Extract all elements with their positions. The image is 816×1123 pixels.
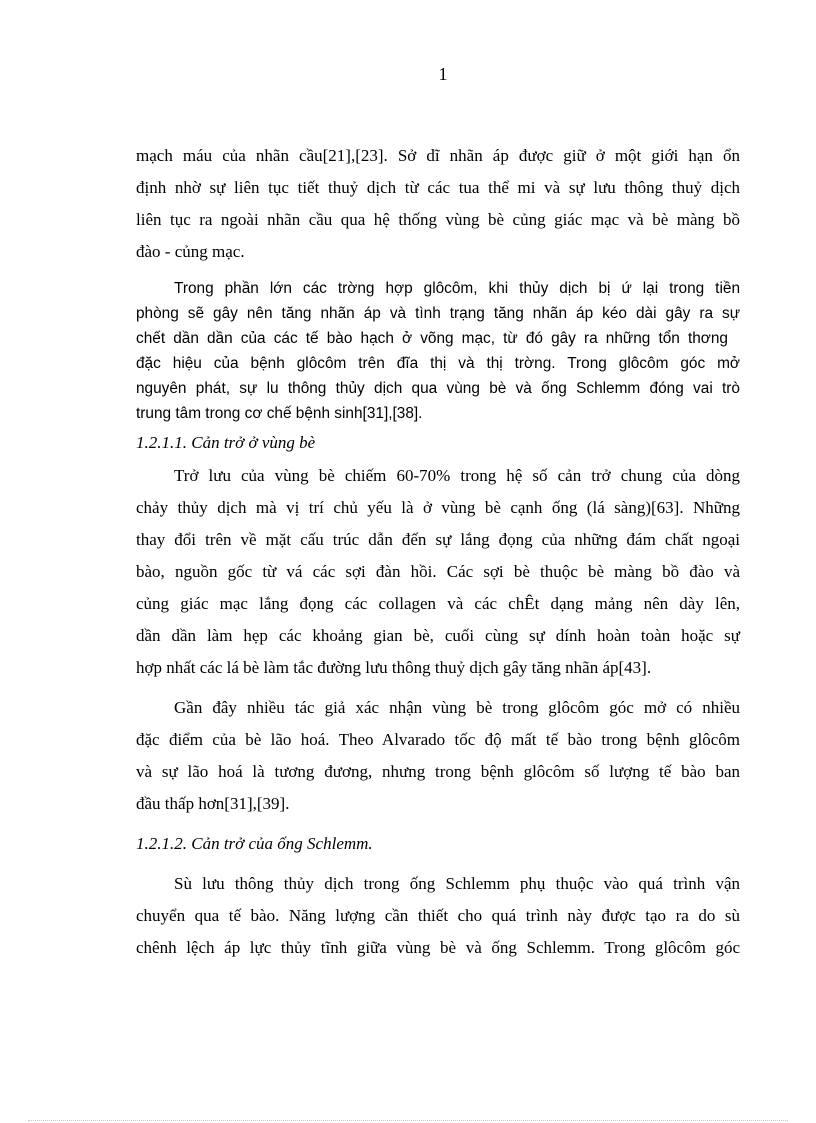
text-line: Trong phần lớn các trờng hợp glôcôm, khi thủy dịch bị ứ lại trong tiền	[174, 280, 740, 297]
text-line: củng giác mạc lắng đọng các collagen và các chÊt dạng mảng nên dày lên,	[136, 594, 740, 613]
text-line: thay đổi trên về mặt cấu trúc dẫn đến sự lắng đọng của những đám chất ngoại	[136, 530, 740, 549]
text-line: Gần đây nhiều tác giả xác nhận vùng bè trong glôcôm góc mở có nhiều	[174, 698, 740, 717]
paragraph-1	[136, 140, 740, 268]
text-line: phòng sẽ gây nên tăng nhãn áp và tình trạng tăng nhãn áp kéo dài gây ra sự	[136, 305, 740, 322]
text-line: đặc điểm của bè lão hoá. Theo Alvarado tốc độ mất tế bào trong bệnh glôcôm	[136, 730, 740, 749]
text-line: chuyển qua tế bào. Năng lượng cần thiết cho quá trình này được tạo ra do sù	[136, 906, 740, 925]
text-line: chênh lệch áp lực thủy tĩnh giữa vùng bè và ống Schlemm. Trong glôcôm góc	[136, 938, 740, 957]
text-line: nguyên phát, sự lu thông thủy dịch qua vùng bè và ống Schlemm đóng vai trò	[136, 380, 740, 397]
text-line: định nhờ sự liên tục tiết thuỷ dịch từ các tua thể mi và sự lưu thông thuỷ dịch	[136, 178, 740, 197]
section-heading-2: 1.2.1.2. Cản trở của ống Schlemm.	[136, 834, 373, 853]
paragraph-5	[136, 868, 740, 964]
text-line: chảy thủy dịch mà vị trí chủ yếu là ở vùng bè cạnh ống (lá sàng)[63]. Những	[136, 498, 740, 517]
text-line: hợp nhất các lá bè làm tắc đường lưu thông thuỷ dịch gây tăng nhãn áp[43].	[136, 658, 652, 677]
page-number: 1	[438, 64, 448, 84]
section-heading-1: 1.2.1.1. Cản trở ở vùng bè	[136, 433, 316, 452]
paragraph-3	[136, 460, 740, 684]
text-line: đặc hiệu của bệnh glôcôm trên đĩa thị và thị trờng. Trong glôcôm góc mở	[136, 355, 740, 372]
text-line: liên tục ra ngoài nhãn cầu qua hệ thống vùng bè củng giác mạc và bè màng bồ	[136, 210, 740, 229]
text-line: bào, nguồn gốc từ vá các sợi đàn hồi. Các sợi bè thuộc bè màng bồ đào và	[136, 562, 740, 581]
text-line: đào - củng mạc.	[136, 242, 245, 261]
page-content	[136, 140, 740, 964]
text-line: mạch máu của nhãn cầu[21],[23]. Sở dĩ nhãn áp được giữ ở một giới hạn ổn	[136, 146, 740, 165]
text-line: trung tâm trong cơ chế bệnh sinh[31],[38].	[136, 405, 423, 422]
text-line: chết dần dần của các tế bào hạch ở võng mạc, từ đó gây ra những tổn thơng	[136, 330, 728, 347]
text-line: dần dần làm hẹp các khoảng gian bè, cuối cùng sự dính hoàn toàn hoặc sự	[136, 626, 740, 645]
paragraph-2	[136, 276, 740, 426]
text-line: và sự lão hoá là tương đương, nhưng trong bệnh glôcôm số lượng tế bào ban	[136, 762, 740, 781]
page-bottom-divider	[28, 1120, 788, 1121]
text-line: Trở lưu của vùng bè chiếm 60-70% trong hệ số cản trở chung của dòng	[174, 466, 740, 485]
paragraph-4	[136, 692, 740, 820]
text-line: Sù lưu thông thủy dịch trong ống Schlemm phụ thuộc vào quá trình vận	[174, 874, 740, 893]
text-line: đầu thấp hơn[31],[39].	[136, 794, 290, 813]
